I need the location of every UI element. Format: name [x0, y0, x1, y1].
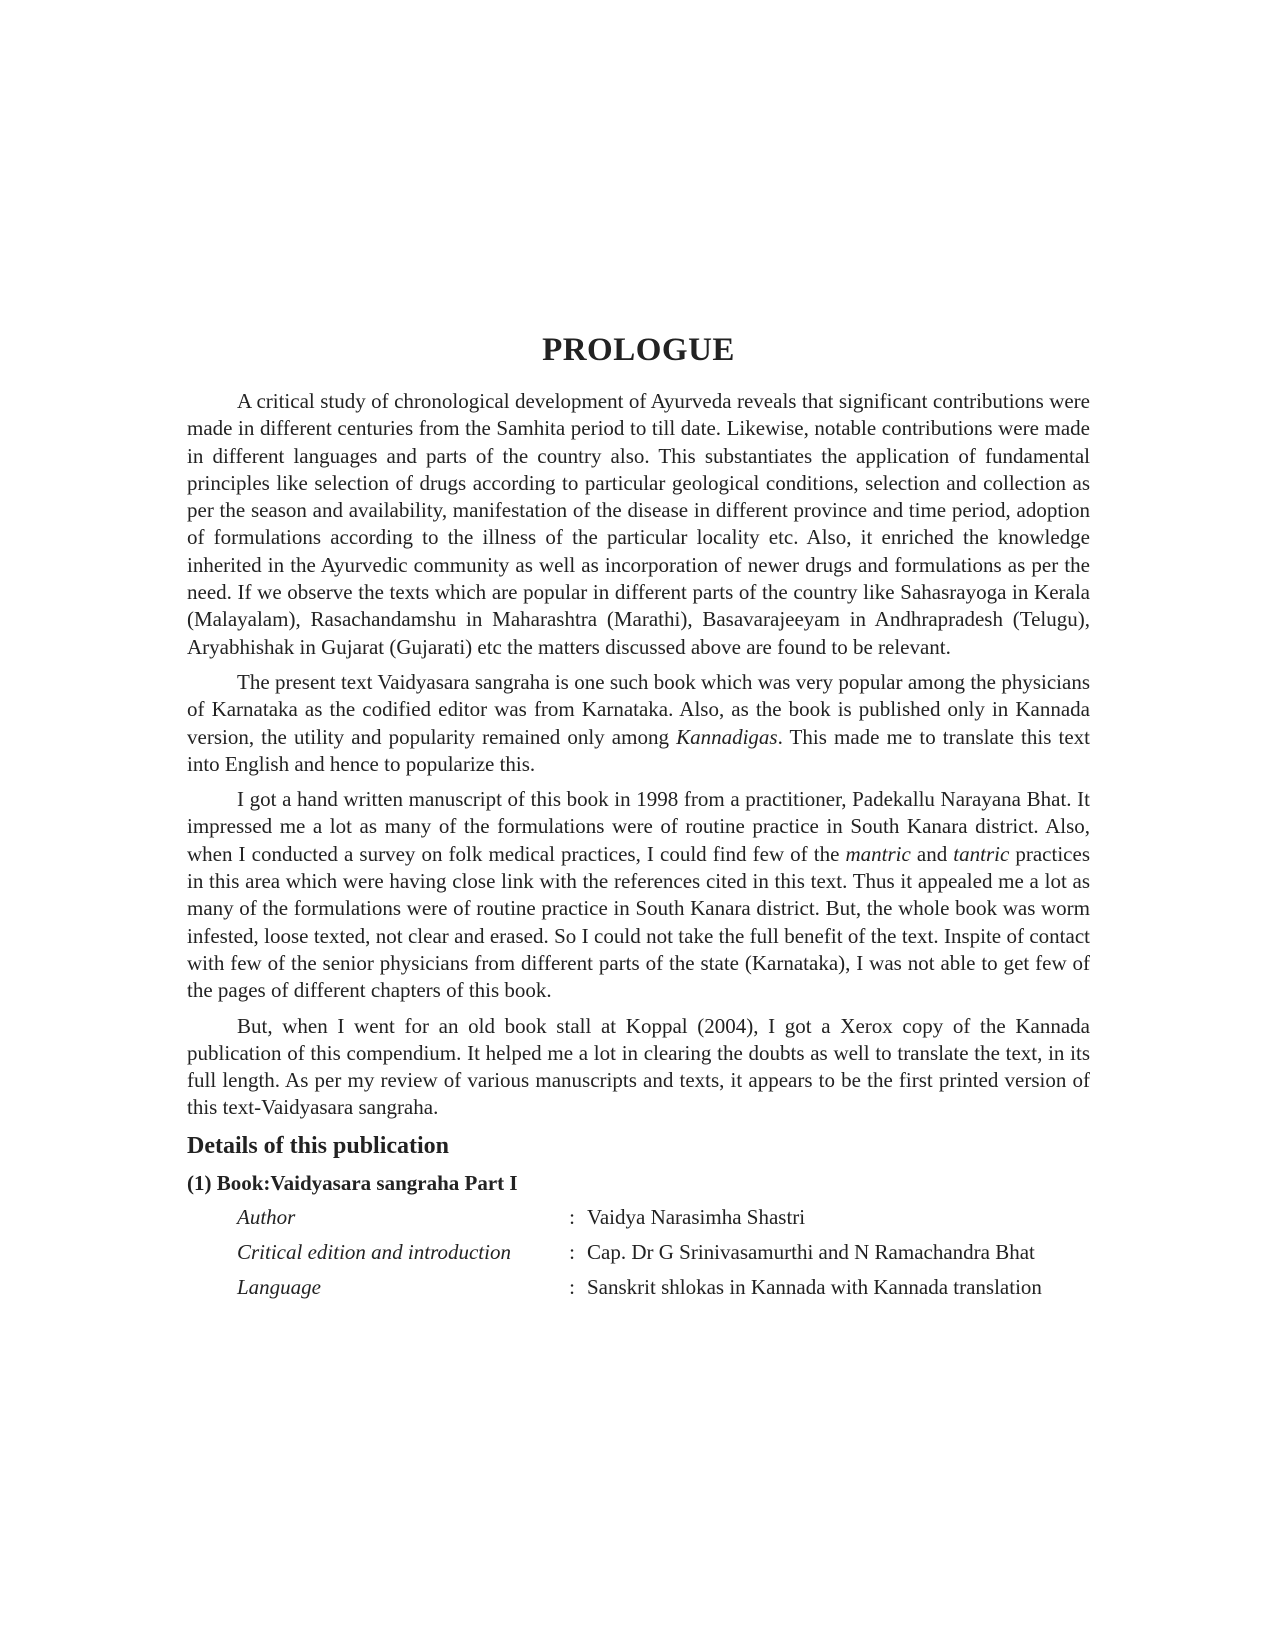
detail-value-critical-edition: Cap. Dr G Srinivasamurthi and N Ramachandra Bhat: [587, 1239, 1035, 1264]
paragraph-3-emphasis-mantric: mantric: [845, 841, 911, 866]
paragraph-3: [187, 786, 1090, 1004]
detail-separator: :: [569, 1239, 575, 1264]
paragraph-2-text-a: The present text Vaidyasara sangraha is one such book which was very popular among the physicians of Karnataka as the codified editor was from Karnataka. Also, as the book is published only in Kannada version, the utility and popularity remained only among: [187, 669, 1090, 749]
paragraph-3-emphasis-tantric: tantric: [953, 841, 1010, 866]
paragraph-2-text-b: . This made me to translate this text into English and hence to popularize this.: [187, 724, 1090, 776]
detail-row-language: [237, 1274, 1090, 1301]
page-title: PROLOGUE: [542, 332, 735, 368]
paragraph-4: But, when I went for an old book stall at Koppal (2004), I got a Xerox copy of the Kannada publication of this compendium. It helped me a lot in clearing the doubts as well to translate the text, in its full length. As per my review of various manuscripts and texts, it appears to be the first printed version of this text-Vaidyasara sangraha.: [187, 1013, 1090, 1120]
paragraph-3-text-b: practices in this area which were having close link with the references cited in this text. Thus it appealed me a lot as many of the formulations were of routine practice in South Kanara district. But, the whole book was worm infested, loose texted, not clear and erased. So I could not take the full benefit of the text. Inspite of contact with few of the senior physicians from different parts of the state (Karnataka), I was not able to get few of the pages of different chapters of this book.: [187, 841, 1090, 1003]
detail-key-author: Author: [237, 1204, 296, 1229]
book-heading: (1) Book:Vaidyasara sangraha Part I: [187, 1170, 518, 1195]
details-table: [237, 1204, 1090, 1301]
details-heading: Details of this publication: [187, 1132, 450, 1159]
detail-key-critical-edition: Critical edition and introduction: [237, 1239, 511, 1264]
paragraph-3-text-mid: and: [910, 841, 954, 866]
document-page: [187, 330, 1090, 1309]
detail-row-critical-edition: [237, 1239, 1090, 1266]
paragraph-2-emphasis: Kannadigas: [676, 724, 778, 749]
detail-separator: :: [569, 1204, 575, 1229]
paragraph-2: [187, 669, 1090, 778]
detail-value-author: Vaidya Narasimha Shastri: [587, 1204, 806, 1229]
detail-key-language: Language: [237, 1274, 321, 1299]
paragraph-3-text-a: I got a hand written manuscript of this book in 1998 from a practitioner, Padekallu Narayana Bhat. It impressed me a lot as many of the formulations were of routine practice in South Kanara district. Also, when I conducted a survey on folk medical practices, I could find few of the: [187, 787, 1090, 866]
detail-value-language: Sanskrit shlokas in Kannada with Kannada translation: [587, 1274, 1042, 1299]
detail-row-author: [237, 1204, 1090, 1231]
paragraph-1: A critical study of chronological development of Ayurveda reveals that significant contributions were made in different centuries from the Samhita period to till date. Likewise, notable contributions were made in different languages and parts of the country also. This substantiates the application of fundamental principles like selection of drugs according to particular geological conditions, selection and collection as per the season and availability, manifestation of the disease in different province and time period, adoption of formulations according to the illness of the particular locality etc. Also, it enriched the knowledge inherited in the Ayurvedic community as well as incorporation of newer drugs and formulations as per the need. If we observe the texts which are popular in different parts of the country like Sahasrayoga in Kerala (Malayalam), Rasachandamshu in Maharashtra (Marathi), Basavarajeeyam in Andhrapradesh (Telugu), Aryabhishak in Gujarat (Gujarati) etc the matters discussed above are found to be relevant.: [187, 389, 1090, 659]
detail-separator: :: [569, 1274, 575, 1299]
